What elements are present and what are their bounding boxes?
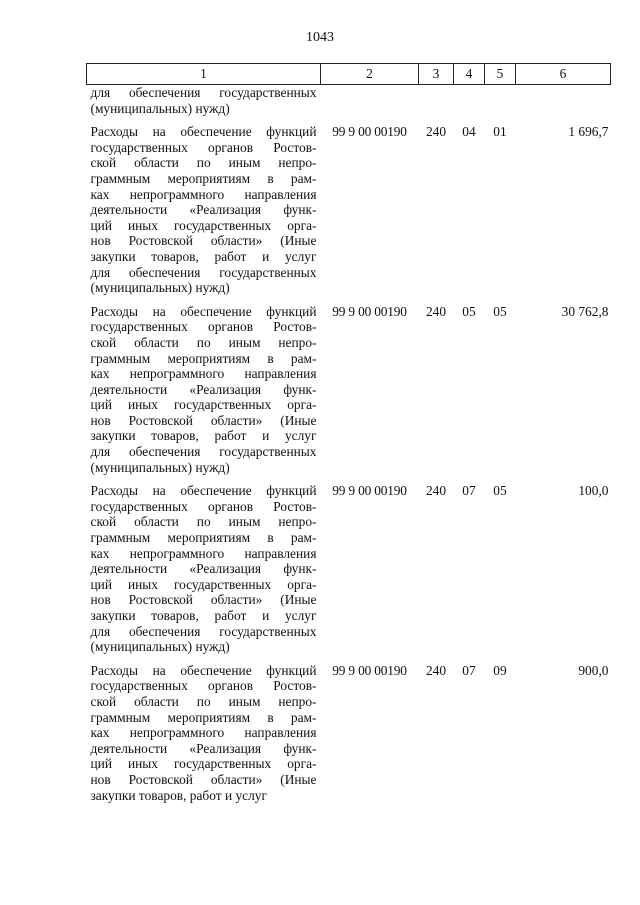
- description-line: государственных органов Ростов-: [90, 678, 317, 694]
- description-line: ках непрограммного направления: [90, 545, 317, 561]
- description-line: деятельности «Реализация функ-: [90, 381, 317, 397]
- header-col-3: 3: [419, 64, 454, 85]
- table-row: [87, 116, 611, 296]
- row-amount: 100,0: [578, 483, 609, 499]
- description-line: деятельности «Реализация функ-: [90, 561, 317, 577]
- row-section: 07: [462, 662, 476, 678]
- description-line: для обеспечения государственных: [90, 264, 317, 280]
- row-section: 04: [462, 124, 476, 140]
- budget-table: [86, 63, 611, 803]
- description-line: (муниципальных) нужд): [90, 639, 230, 655]
- description-line: закупки товаров, работ и услуг: [90, 787, 267, 803]
- description-line: Расходы на обеспечение функций: [90, 303, 317, 319]
- description-line: для обеспечения государственных: [90, 444, 317, 460]
- description-line: (муниципальных) нужд): [90, 280, 230, 296]
- description-line: граммным мероприятиям в рам-: [90, 170, 317, 186]
- description-line: ках непрограммного направления: [90, 725, 317, 741]
- row-subsection: 09: [493, 662, 507, 678]
- description-line: ской области по иным непро-: [90, 693, 317, 709]
- row-description: [87, 296, 321, 476]
- description-line: государственных органов Ростов-: [90, 319, 317, 335]
- row-subsection: 05: [493, 303, 507, 319]
- row-amount: 30 762,8: [561, 303, 609, 319]
- description-line: ках непрограммного направления: [90, 186, 317, 202]
- row-code: 99 9 00 00190: [332, 483, 407, 499]
- description-line: закупки товаров, работ и услуг: [90, 248, 317, 264]
- row-section: 07: [462, 483, 476, 499]
- row-amount: 1 696,7: [568, 124, 609, 140]
- table-row: [87, 655, 611, 803]
- table-row: [87, 296, 611, 476]
- description-line: ской области по иным непро-: [90, 155, 317, 171]
- description-line: деятельности «Реализация функ-: [90, 202, 317, 218]
- header-col-4: 4: [454, 64, 485, 85]
- description-line: закупки товаров, работ и услуг: [90, 428, 317, 444]
- description-line: Расходы на обеспечение функций: [90, 662, 317, 678]
- description-line: государственных органов Ростов-: [90, 498, 317, 514]
- description-line: для обеспечения государственных: [90, 85, 317, 100]
- description-line: ций иных государственных орга-: [90, 576, 317, 592]
- description-line: ской области по иным непро-: [90, 334, 317, 350]
- description-line: нов Ростовской области» (Иные: [90, 592, 317, 608]
- table-row: [87, 475, 611, 655]
- description-line: нов Ростовской области» (Иные: [90, 233, 317, 249]
- description-line: ках непрограммного направления: [90, 366, 317, 382]
- row-code: 99 9 00 00190: [332, 124, 407, 140]
- description-line: граммным мероприятиям в рам-: [90, 530, 317, 546]
- row-amount: 900,0: [578, 662, 609, 678]
- header-col-6: 6: [516, 64, 611, 85]
- row-expense-type: 240: [425, 662, 447, 678]
- row-expense-type: 240: [425, 303, 447, 319]
- row-description: [87, 475, 321, 655]
- continuation-description: [87, 85, 321, 117]
- description-line: ской области по иным непро-: [90, 514, 317, 530]
- description-line: нов Ростовской области» (Иные: [90, 771, 317, 787]
- row-code: 99 9 00 00190: [332, 303, 407, 319]
- description-line: закупки товаров, работ и услуг: [90, 608, 317, 623]
- row-code: 99 9 00 00190: [332, 662, 407, 678]
- header-col-1: 1: [87, 64, 321, 85]
- description-line: Расходы на обеспечение функций: [90, 483, 317, 499]
- row-expense-type: 240: [425, 124, 447, 140]
- row-section: 05: [462, 303, 476, 319]
- description-line: ций иных государственных орга-: [90, 397, 317, 413]
- description-line: Расходы на обеспечение функций: [90, 124, 317, 140]
- header-row: [87, 64, 611, 85]
- description-line: ций иных государственных орга-: [90, 217, 317, 233]
- row-expense-type: 240: [425, 483, 447, 499]
- header-col-2: 2: [321, 64, 419, 85]
- description-line: нов Ростовской области» (Иные: [90, 412, 317, 428]
- description-line: ций иных государственных орга-: [90, 756, 317, 772]
- description-line: государственных органов Ростов-: [90, 139, 317, 155]
- description-line: (муниципальных) нужд): [90, 459, 230, 475]
- description-line: деятельности «Реализация функ-: [90, 740, 317, 756]
- row-description: [87, 116, 321, 296]
- description-line: (муниципальных) нужд): [90, 100, 230, 116]
- description-line: для обеспечения государственных: [90, 623, 317, 639]
- row-description: [87, 655, 321, 803]
- continuation-row: [87, 85, 611, 117]
- header-col-5: 5: [485, 64, 516, 85]
- row-subsection: 01: [493, 124, 507, 140]
- row-subsection: 05: [493, 483, 507, 499]
- description-line: граммным мероприятиям в рам-: [90, 350, 317, 366]
- page-number: 1043: [306, 30, 334, 45]
- description-line: граммным мероприятиям в рам-: [90, 709, 317, 725]
